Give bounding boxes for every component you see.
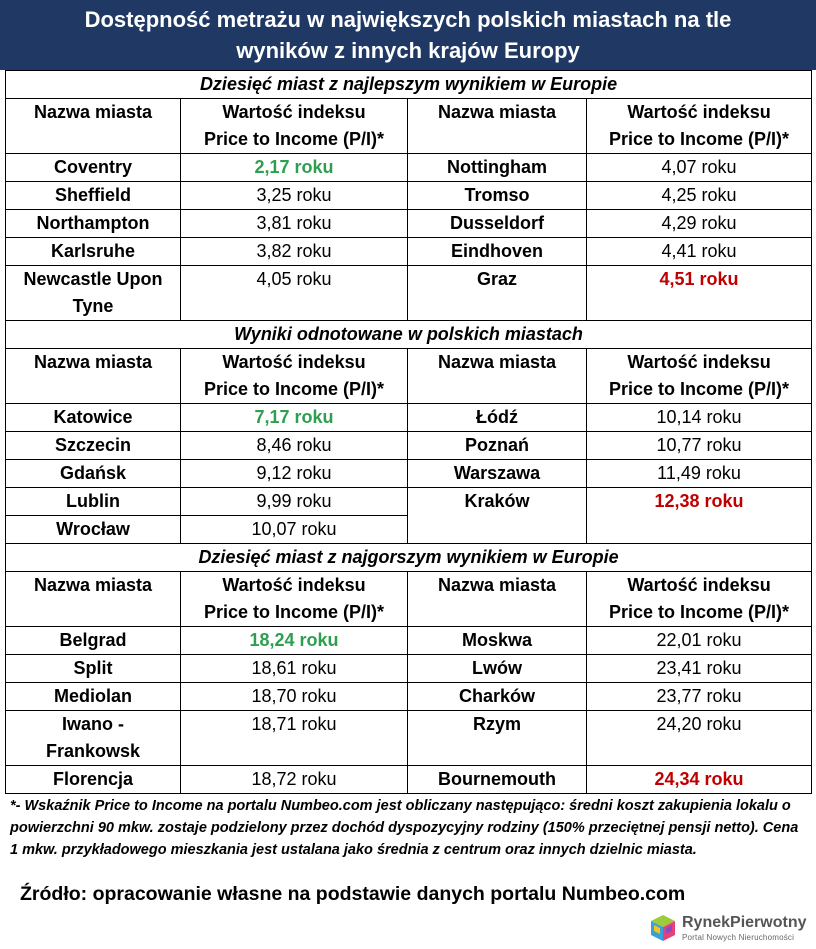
index-value: 4,29 roku <box>587 210 812 238</box>
column-header-index: Wartość indeksu Price to Income (P/I)* <box>587 99 812 154</box>
city-name: Lublin <box>6 488 181 516</box>
column-header-index: Wartość indeksu Price to Income (P/I)* <box>181 349 408 404</box>
column-header-index: Wartość indeksu Price to Income (P/I)* <box>587 349 812 404</box>
index-value: 4,25 roku <box>587 182 812 210</box>
index-value-worst: 24,34 roku <box>587 766 812 794</box>
title-line-2: wyników z innych krajów Europy <box>236 38 580 63</box>
city-name: Moskwa <box>408 627 587 655</box>
title-line-1: Dostępność metrażu w największych polskich miastach na tle <box>84 7 732 32</box>
table-row <box>6 154 812 182</box>
city-name: Poznań <box>408 432 587 460</box>
index-value: 9,99 roku <box>181 488 408 516</box>
table-row <box>6 711 812 766</box>
index-value: 18,70 roku <box>181 683 408 711</box>
index-value: 4,05 roku <box>181 266 408 321</box>
city-name: Eindhoven <box>408 238 587 266</box>
city-name: Rzym <box>408 711 587 766</box>
city-name: Newcastle Upon Tyne <box>6 266 181 321</box>
city-name: Mediolan <box>6 683 181 711</box>
table-row <box>6 460 812 488</box>
cube-logo-icon <box>650 914 676 942</box>
column-header-city: Nazwa miasta <box>6 572 181 627</box>
table-row <box>6 266 812 321</box>
city-name: Kraków <box>408 488 587 544</box>
column-header-city: Nazwa miasta <box>6 99 181 154</box>
index-value: 3,82 roku <box>181 238 408 266</box>
city-name: Wrocław <box>6 516 181 544</box>
column-header-city: Nazwa miasta <box>408 572 587 627</box>
index-value: 3,25 roku <box>181 182 408 210</box>
city-name: Iwano - Frankowsk <box>6 711 181 766</box>
city-name: Karlsruhe <box>6 238 181 266</box>
city-name: Sheffield <box>6 182 181 210</box>
index-value: 18,61 roku <box>181 655 408 683</box>
index-value: 3,81 roku <box>181 210 408 238</box>
table-row <box>6 683 812 711</box>
table-row <box>6 627 812 655</box>
index-value: 23,77 roku <box>587 683 812 711</box>
index-value: 22,01 roku <box>587 627 812 655</box>
city-name: Nottingham <box>408 154 587 182</box>
index-value: 23,41 roku <box>587 655 812 683</box>
city-name: Coventry <box>6 154 181 182</box>
index-value: 8,46 roku <box>181 432 408 460</box>
column-header-index: Wartość indeksu Price to Income (P/I)* <box>587 572 812 627</box>
index-value: 11,49 roku <box>587 460 812 488</box>
index-value: 10,07 roku <box>181 516 408 544</box>
index-value: 10,14 roku <box>587 404 812 432</box>
index-value: 4,41 roku <box>587 238 812 266</box>
index-value-best: 2,17 roku <box>181 154 408 182</box>
index-value: 9,12 roku <box>181 460 408 488</box>
source-note: Źródło: opracowanie własne na podstawie danych portalu Numbeo.com <box>20 883 686 905</box>
index-value-worst: 12,38 roku <box>587 488 812 544</box>
city-name: Łódź <box>408 404 587 432</box>
footnote: *- Wskaźnik Price to Income na portalu Numbeo.com jest obliczany następująco: średni koszt zakupienia lokalu o powierzchni 90 mkw. zostaje podzielony przez dochód dyspozycyjny rodziny (150% przeciętnej pensji netto). Cena 1 mkw. przykładowego mieszkania jest ustalana jako średnia z centrum oraz innych dzielnic miasta. <box>10 798 799 858</box>
city-name: Dusseldorf <box>408 210 587 238</box>
index-value: 18,72 roku <box>181 766 408 794</box>
section-heading: Dziesięć miast z najlepszym wynikiem w Europie <box>6 71 812 99</box>
table-row <box>6 238 812 266</box>
section-heading: Dziesięć miast z najgorszym wynikiem w Europie <box>6 544 812 572</box>
column-header-city: Nazwa miasta <box>408 99 587 154</box>
city-name: Bournemouth <box>408 766 587 794</box>
table-row <box>6 432 812 460</box>
logo-tagline: Portal Nowych Nieruchomości <box>682 933 795 942</box>
city-name: Tromso <box>408 182 587 210</box>
city-name: Charków <box>408 683 587 711</box>
column-header-city: Nazwa miasta <box>408 349 587 404</box>
index-value-best: 18,24 roku <box>181 627 408 655</box>
table-row <box>6 404 812 432</box>
index-value: 18,71 roku <box>181 711 408 766</box>
city-name: Gdańsk <box>6 460 181 488</box>
index-value-worst: 4,51 roku <box>587 266 812 321</box>
city-name: Szczecin <box>6 432 181 460</box>
city-name: Florencja <box>6 766 181 794</box>
table-row <box>6 182 812 210</box>
column-header-index: Wartość indeksu Price to Income (P/I)* <box>181 99 408 154</box>
price-to-income-table <box>5 70 812 794</box>
index-value: 10,77 roku <box>587 432 812 460</box>
index-value-best: 7,17 roku <box>181 404 408 432</box>
city-name: Graz <box>408 266 587 321</box>
page-title <box>0 0 816 70</box>
section-heading: Wyniki odnotowane w polskich miastach <box>6 321 812 349</box>
city-name: Lwów <box>408 655 587 683</box>
table-row <box>6 210 812 238</box>
city-name: Belgrad <box>6 627 181 655</box>
column-header-city: Nazwa miasta <box>6 349 181 404</box>
table-row <box>6 655 812 683</box>
table-row <box>6 488 812 516</box>
rynekpierwotny-logo <box>650 912 810 946</box>
city-name: Northampton <box>6 210 181 238</box>
column-header-index: Wartość indeksu Price to Income (P/I)* <box>181 572 408 627</box>
logo-brand: RynekPierwotny <box>682 914 807 931</box>
city-name: Katowice <box>6 404 181 432</box>
city-name: Split <box>6 655 181 683</box>
index-value: 24,20 roku <box>587 711 812 766</box>
index-value: 4,07 roku <box>587 154 812 182</box>
city-name: Warszawa <box>408 460 587 488</box>
table-row <box>6 766 812 794</box>
